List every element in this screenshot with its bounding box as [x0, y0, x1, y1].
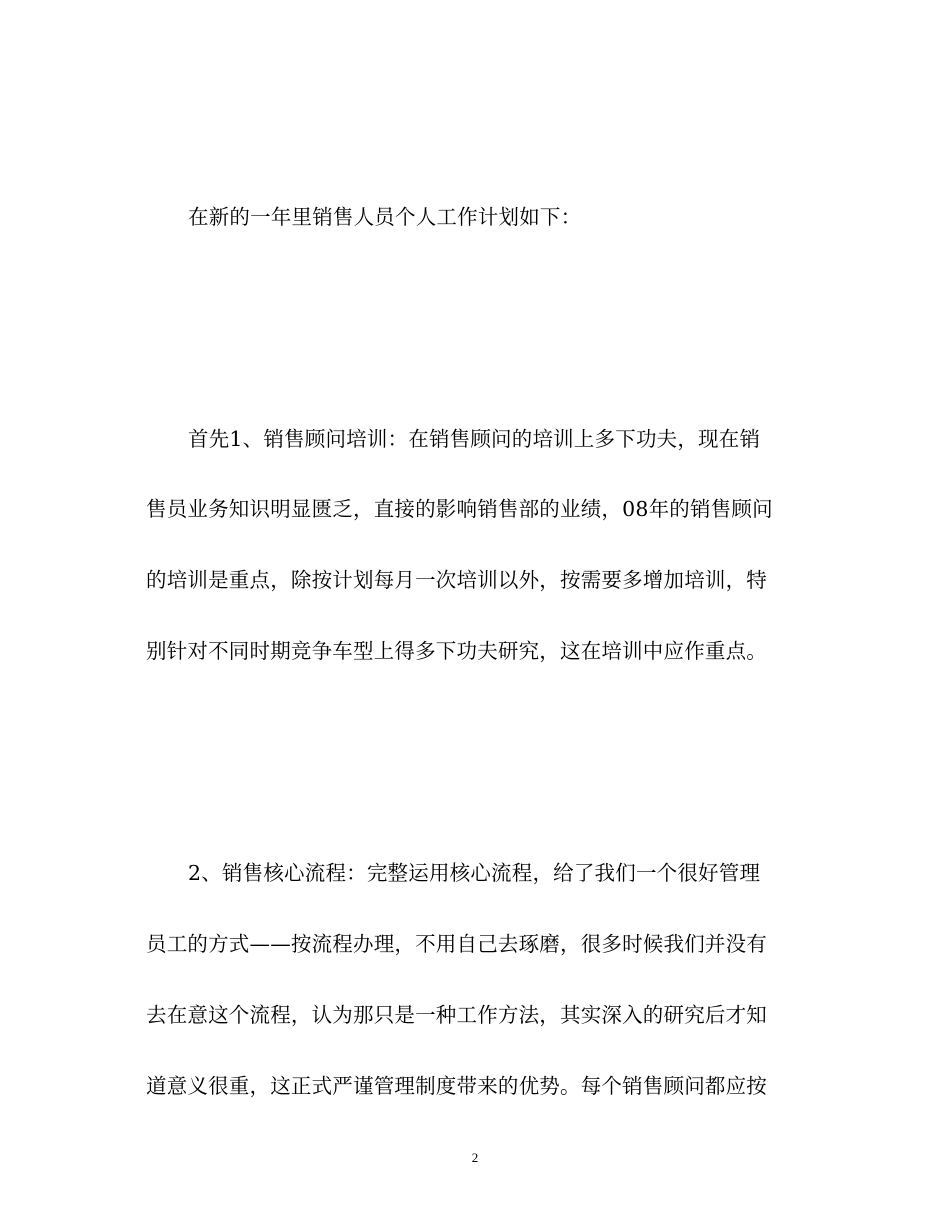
- page-number: 2: [471, 1150, 479, 1165]
- paragraph-2-line-1: 首先1、销售顾问培训：在销售顾问的培训上多下功夫，现在销: [188, 427, 761, 451]
- paragraph-3-line-1: 2、销售核心流程：完整运用核心流程，给了我们一个很好管理: [188, 861, 761, 885]
- paragraph-3-line-2: 员工的方式——按流程办理，不用自己去琢磨，很多时候我们并没有: [146, 932, 767, 956]
- paragraph-1-line-1: 在新的一年里销售人员个人工作计划如下：: [188, 205, 582, 229]
- paragraph-2-line-4: 别针对不同时期竞争车型上得多下功夫研究，这在培训中应作重点。: [146, 639, 767, 663]
- paragraph-2-line-3: 的培训是重点，除按计划每月一次培训以外，按需要多增加培训，特: [146, 568, 767, 592]
- paragraph-3-line-4: 道意义很重，这正式严谨管理制度带来的优势。每个销售顾问都应按: [146, 1074, 767, 1098]
- paragraph-2-line-2: 售员业务知识明显匮乏，直接的影响销售部的业绩，08年的销售顾问: [146, 497, 773, 521]
- paragraph-3-line-3: 去在意这个流程，认为那只是一种工作方法，其实深入的研究后才知: [146, 1003, 767, 1027]
